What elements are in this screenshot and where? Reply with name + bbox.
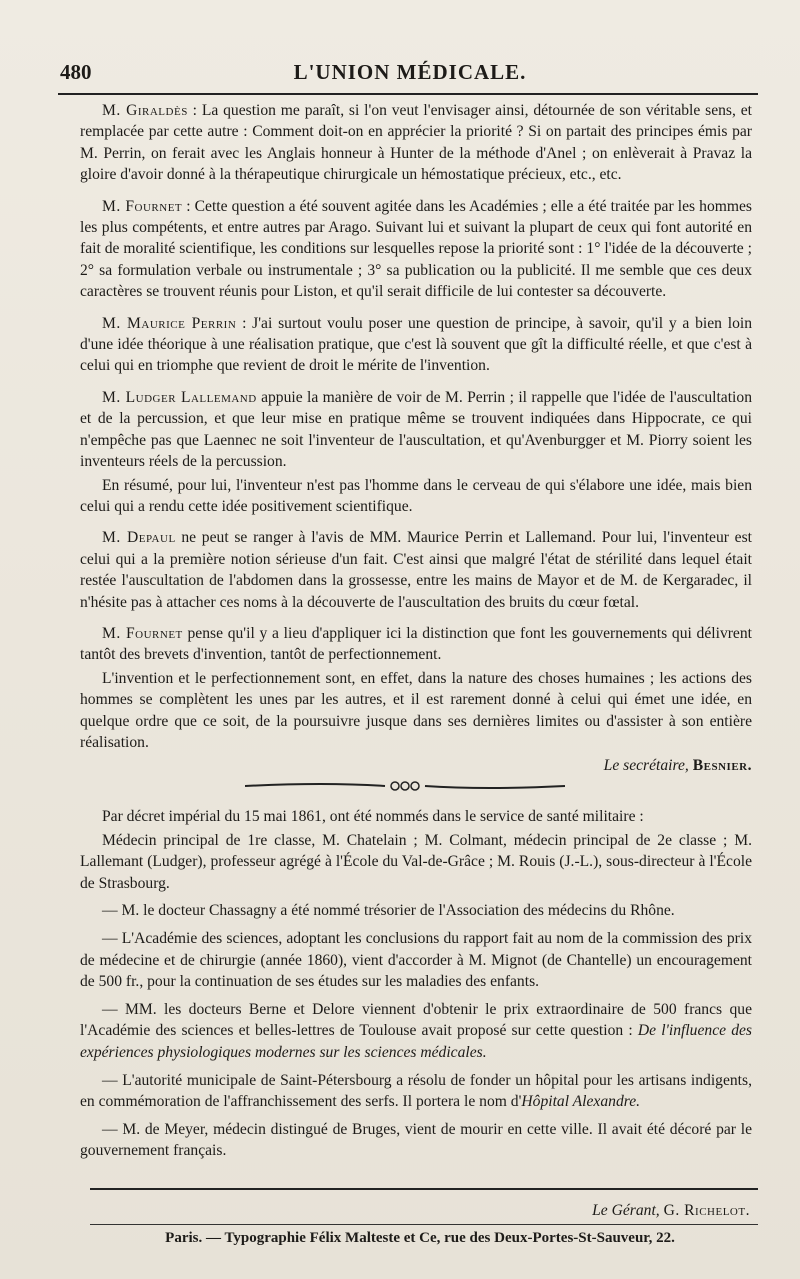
news-item	[80, 1070, 752, 1113]
news-item	[80, 1119, 752, 1162]
gerant-signature	[90, 1202, 750, 1220]
signature-role: Le secrétaire,	[603, 757, 689, 775]
speaker: M. Maurice Perrin	[102, 314, 237, 332]
page-header	[60, 58, 760, 88]
section-ornament	[245, 776, 565, 796]
paragraph-text: pense qu'il y a lieu d'appliquer ici la distinction que font les gouvernements qui délivrent tantôt des brevets d'invention, tantôt de perfectionnement.	[80, 624, 752, 664]
news-italic: De l'influence des expériences physiologiques modernes sur les sciences médicales.	[80, 1022, 752, 1061]
footer-rule	[90, 1188, 758, 1190]
news-item: Par décret impérial du 15 mai 1861, ont été nommés dans le service de santé militaire :	[102, 808, 644, 825]
header-rule	[58, 93, 758, 95]
secretary-signature	[80, 755, 752, 776]
paragraph-text: En résumé, pour lui, l'inventeur n'est pas l'homme dans le cerveau de qui s'élabore une idée, mais bien celui qui a rendu cette idée positivement scientifique.	[80, 476, 752, 515]
paragraph-text: ne peut se ranger à l'avis de MM. Maurice Perrin et Lallemand. Pour lui, l'inventeur est celui qui a la première notion sérieuse d'un fait. C'est ainsi que malgré l'état de stérilité dans lequel était restée l'auscultation de l'abdomen dans la grossesse, entre les mains de Mayor et de M. de Kergaradec, il n'hésite pas à attacher ces noms à la découverte de l'auscultation des bruits du cœur fœtal.	[80, 529, 752, 611]
news-italic: Hôpital Alexandre.	[521, 1093, 641, 1111]
paragraph	[80, 475, 752, 518]
running-title: L'UNION MÉDICALE.	[293, 60, 527, 84]
paragraph	[80, 100, 752, 186]
news-item	[80, 928, 752, 993]
speaker: M. Giraldès	[102, 102, 188, 119]
paragraph	[80, 387, 752, 473]
news-text: — MM. les docteurs Berne et Delore viennent d'obtenir le prix extraordinaire de 500 francs que l'Académie des sciences et belles-lettres de Toulouse avait proposé sur cette question :	[80, 1000, 752, 1040]
proceedings-text	[80, 100, 752, 783]
imprint-rule	[90, 1224, 758, 1225]
paragraph	[80, 196, 752, 303]
printer-imprint: Paris. — Typographie Félix Malteste et Ce, rue des Deux-Portes-St-Sauveur, 22.	[165, 1230, 675, 1246]
news-text: — L'autorité municipale de Saint-Pétersbourg a résolu de fonder un hôpital pour les artisans indigents, en commémoration de l'affranchissement des serfs. Il portera le nom d'	[80, 1071, 752, 1111]
paragraph	[80, 527, 752, 613]
paragraph	[80, 623, 752, 666]
paragraph	[80, 313, 752, 377]
news-item: — M. le docteur Chassagny a été nommé trésorier de l'Association des médecins du Rhône.	[102, 902, 675, 920]
news-text: — L'Académie des sciences, adoptant les conclusions du rapport fait au nom de la commission des prix de médecine et de chirurgie (année 1860), vient d'accorder à M. Mignot (de Chantelle) un encouragement de 500 fr., pour la continuation de ses études sur les maladies des enfants.	[80, 929, 752, 991]
paragraph-text: : J'ai surtout voulu poser une question de principe, à savoir, qu'il y a bien loin d'une idée théorique à une réalisation pratique, que c'est là souvent que gît la difficulté réelle, et que c'est à celui qui en triomphe que revient de droit le mérite de l'invention.	[80, 314, 752, 375]
news-text: — M. de Meyer, médecin distingué de Bruges, vient de mourir en cette ville. Il avait été décoré par le gouvernement français.	[80, 1120, 752, 1160]
speaker: M. Ludger Lallemand	[102, 388, 257, 406]
paragraph-text: : La question me paraît, si l'on veut l'envisager ainsi, détournée de son véritable sens, et remplacée par cette autre : Comment doit-on en apprécier la priorité ? Si on partait des principes émis par M. Perrin, on ferait avec les Anglais honneur à Hunter de la méthode d'Anel ; on enlèverait à Pravaz la gloire d'avoir donné à la thérapeutique chirurgicale un hémostatique précieux, etc., etc.	[80, 102, 752, 184]
gerant-role: Le Gérant,	[592, 1202, 660, 1219]
page-number: 480	[60, 60, 92, 84]
paragraph-text: appuie la manière de voir de M. Perrin ; il rappelle que l'idée de l'auscultation et de la percussion, et que leur mise en pratique même se trouvent indiquées dans Hippocrate, ce qui n'empêche pas que Laennec ne soit l'inventeur de l'auscultation, et qu'Avenburgger et M. Piorry soient les inventeurs réels de la percussion.	[80, 388, 752, 471]
paragraph	[80, 668, 752, 754]
paragraph-text: : Cette question a été souvent agitée dans les Académies ; elle a été traitée par les hommes les plus compétents, et entre autres par Arago. Suivant lui et suivant la plupart de ceux qui font autorité en fait de moralité scientifique, les conditions sur lesquelles repose la priorité sont : 1° l'idée de la découverte ; 2° sa formulation verbale ou instrumentale ; 3° sa publication ou la publicité. Il me semble que ces deux caractères se trouvent réunis pour Liston, et qu'il serait difficile de lui contester sa découverte.	[80, 197, 752, 301]
paragraph-text: L'invention et le perfectionnement sont, en effet, dans la nature des choses humaines ; les actions des hommes se complètent les unes par les autres, et il est rarement donné à celui qui émet une idée, en quelque ordre que ce soit, de la poursuivre jusque dans ses dernières limites ou d'assister à son entière réalisation.	[80, 669, 752, 751]
news-item: Médecin principal de 1re classe, M. Chatelain ; M. Colmant, médecin principal de 2e classe ; M. Lallemant (Ludger), professeur agrégé à l'École du Val-de-Grâce ; M. Rouis (J.-L.), sous-directeur à l'École de Strasbourg.	[80, 831, 752, 892]
speaker: M. Depaul	[102, 529, 176, 547]
news-section	[80, 806, 752, 1168]
gerant-name: G. Richelot.	[663, 1202, 750, 1219]
speaker: M. Fournet	[102, 197, 183, 215]
speaker: M. Fournet	[102, 624, 183, 642]
news-item	[80, 999, 752, 1064]
signature-name: Besnier.	[692, 757, 752, 775]
